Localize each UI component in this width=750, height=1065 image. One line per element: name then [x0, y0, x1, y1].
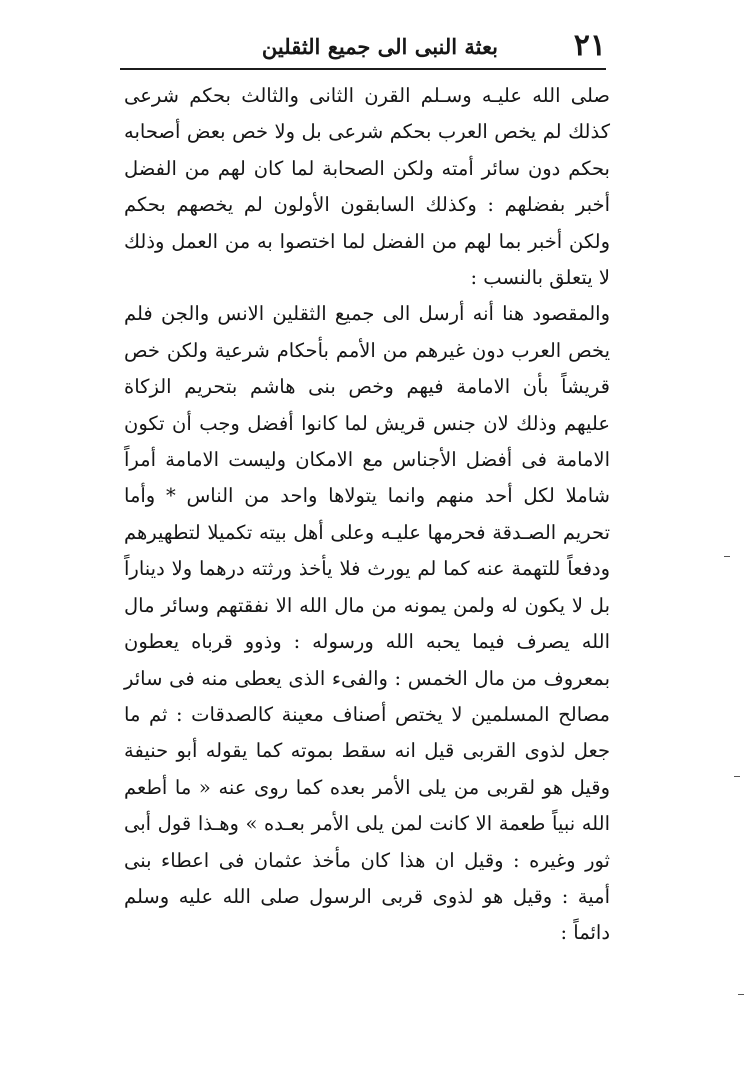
body-text — [124, 78, 610, 952]
page-number: ٢١ — [573, 28, 606, 63]
margin-tick — [734, 776, 740, 777]
paragraph-1: صلى الله عليـه وسـلم القرن الثانى والثالث بحكم شرعى كذلك لم يخص العرب بحكم شرعى بل ولا خص بعض أصحابه بحكم دون سائر أمته ولكن الصحابة لما كان لهم من الفضل أخبر بفضلهم : وكذلك السابقون الأولون لم يخصهم بحكم ولكن أخبر بما لهم من الفضل لما اختصوا به من العمل وذلك لا يتعلق بالنسب : — [124, 84, 610, 290]
paragraph-2: والمقصود هنا أنه أرسل الى جميع الثقلين الانس والجن فلم يخص العرب دون غيرهم من الأمم بأحكام شرعية ولكن خص قريشاً بأن الامامة فيهم وخص بنى هاشم بتحريم الزكاة عليهم وذلك لان جنس قريش لما كانوا أفضل وجب أن تكون الامامة فى أفضل الأجناس مع الامكان وليست الامامة أمراً شاملا لكل أحد منهم وانما يتولاها واحد من الناس * وأما تحريم الصـدقة فحرمها عليـه وعلى أهل بيته تكميلا لتطهيرهم ودفعاً للتهمة عنه كما لم يورث فلا يأخذ ورثته درهما ولا ديناراً بل لا يكون له ولمن يمونه من مال الله الا نفقتهم وسائر مال الله يصرف فيما يحبه الله ورسوله : وذوو قرباه يعطون بمعروف من مال الخمس : والفىء الذى يعطى منه فى سائر مصالح المسلمين لا يختص أصناف معينة كالصدقات : ثم ما جعل لذوى القربى قيل انه سقط بموته كما يقوله أبو حنيفة وقيل هو لقربى من يلى الأمر بعده كما روى عنه « ما أطعم الله نبياً طعمة الا كانت لمن يلى الأمر بعـده » وهـذا قول أبى ثور وغيره : وقيل ان هذا كان مأخذ عثمان فى اعطاء بنى أمية : وقيل هو لذوى قربى الرسول صلى الله عليه وسلم دائماً : — [124, 302, 610, 945]
running-title: بعثة النبى الى جميع الثقلين — [261, 34, 498, 59]
page-header — [118, 26, 606, 66]
margin-tick — [738, 994, 744, 995]
margin-tick — [724, 556, 730, 557]
header-rule — [120, 68, 606, 70]
